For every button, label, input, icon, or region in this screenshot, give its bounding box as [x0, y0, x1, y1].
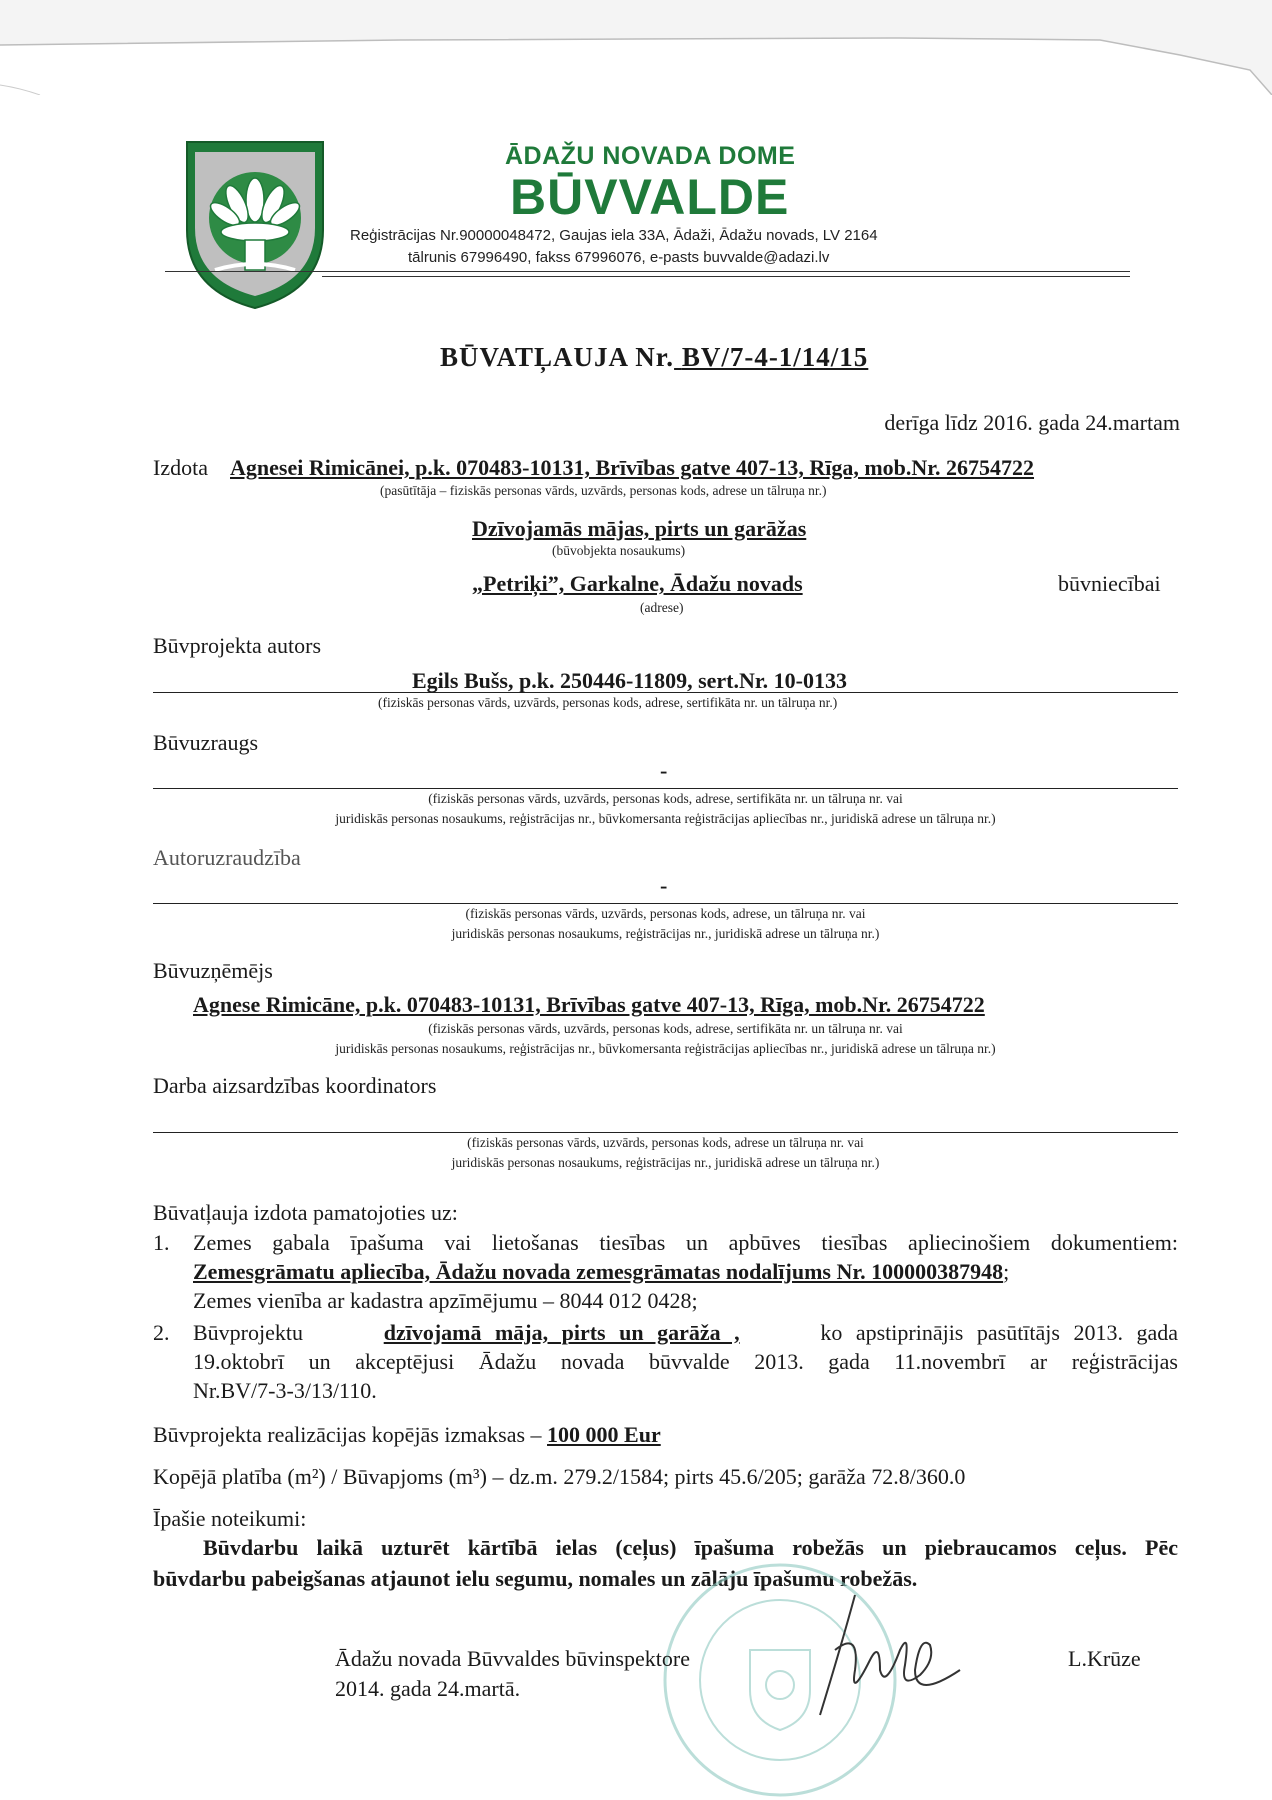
special-label: Īpašie noteikumi: — [153, 1506, 307, 1531]
safety-label: Darba aizsardzības koordinators — [153, 1073, 437, 1098]
basis-item2-num: 2. — [153, 1320, 170, 1345]
permit-number: BV/7-4-1/14/15 — [681, 342, 869, 372]
signature-scribble — [800, 1590, 985, 1720]
dept-name: BŪVVALDE — [510, 169, 790, 225]
scan-edge — [0, 0, 1272, 95]
contractor-note-1: (fiziskās personas vārds, uzvārds, personas kods, adrese, sertifikāta nr. un tālruņa nr. vai — [428, 1021, 903, 1036]
basis-item2-bold: dzīvojamā māja, pirts un garāža , — [383, 1320, 740, 1345]
contractor-value: Agnese Rimicāne, p.k. 070483-10131, Brīvības gatve 407-13, Rīga, mob.Nr. 26754722 — [193, 992, 985, 1017]
object-note: (būvobjekta nosaukums) — [552, 543, 686, 558]
header-rule-2 — [322, 276, 1130, 277]
basis-item1-bold: Zemesgrāmatu apliecība, Ādažu novada zemesgrāmatas nodalījums Nr. 100000387948 — [193, 1259, 1004, 1284]
basis-item1-num: 1. — [153, 1230, 170, 1255]
special-line-1: Būvdarbu laikā uzturēt kārtībā ielas (ceļus) īpašuma robežās un piebraucamos ceļus. Pēc — [203, 1535, 1178, 1560]
issued-value: Agnesei Rimicānei, p.k. 070483-10131, Brīvības gatve 407-13, Rīga, mob.Nr. 26754722 — [230, 455, 1035, 480]
signature-date: 2014. gada 24.martā. — [335, 1676, 521, 1701]
signature-position: Ādažu novada Būvvaldes būvinspektore — [335, 1646, 690, 1671]
basis-item2-line3: Nr.BV/7-3-3/13/110. — [193, 1378, 377, 1403]
supervisor-label: Būvuzraugs — [153, 730, 259, 755]
header-rule — [165, 271, 1130, 272]
object-value: Dzīvojamās mājas, pirts un garāžas — [472, 516, 807, 541]
author-label: Būvprojekta autors — [153, 633, 322, 658]
basis-item2-pre: Būvprojektu — [193, 1320, 303, 1345]
basis-intro: Būvatļauja izdota pamatojoties uz: — [153, 1200, 458, 1225]
address-value: „Petriķi”, Garkalne, Ādažu novads — [472, 571, 803, 596]
supervisor-value: - — [660, 758, 668, 783]
safety-note-1: (fiziskās personas vārds, uzvārds, personas kods, adrese un tālruņa nr. vai — [467, 1135, 864, 1150]
special-line-2: būvdarbu pabeigšanas atjaunot ielu segumu, nomales un zālāju īpašumu robežās. — [153, 1566, 918, 1591]
costs-label: Būvprojekta realizācijas kopējās izmaksas – — [153, 1422, 542, 1447]
issued-label: Izdota — [153, 455, 208, 480]
issued-note: (pasūtītāja – fiziskās personas vārds, uzvārds, personas kods, adrese un tālruņa nr.) — [380, 483, 827, 498]
basis-item1-text: Zemes gabala īpašuma vai lietošanas tiesības un apbūves tiesības apliecinošiem dokumentiem: — [193, 1230, 1178, 1255]
contractor-note-2: juridiskās personas nosaukums, reģistrācijas nr., būvkomersanta reģistrācijas apliecības nr., juridiskā adrese un tālruņa nr.) — [335, 1041, 996, 1056]
permit-title — [440, 342, 868, 373]
author-supervision-label: Autoruzraudzība — [153, 845, 301, 870]
supervisor-note-2: juridiskās personas nosaukums, reģistrācijas nr., būvkomersanta reģistrācijas apliecības nr., juridiskā adrese un tālruņa nr.) — [335, 811, 996, 826]
supervisor-note-1: (fiziskās personas vārds, uzvārds, personas kods, adrese, sertifikāta nr. un tālruņa nr. vai — [428, 791, 903, 806]
contact-line: tālrunis 67996490, fakss 67996076, e-pasts buvvalde@adazi.lv — [408, 249, 830, 266]
basis-item1-line3: Zemes vienība ar kadastra apzīmējumu – 8044 012 0428; — [193, 1288, 698, 1313]
safety-note-2: juridiskās personas nosaukums, reģistrācijas nr., juridiskā adrese un tālruņa nr.) — [451, 1155, 880, 1170]
signature-name: L.Krūze — [1068, 1646, 1141, 1671]
basis-item2-line1 — [193, 1320, 1178, 1346]
reg-line: Reģistrācijas Nr.90000048472, Gaujas iela 33A, Ādaži, Ādažu novads, LV 2164 — [350, 227, 878, 244]
purpose-text: būvniecībai — [1058, 571, 1161, 596]
author-note: (fiziskās personas vārds, uzvārds, personas kods, adrese, sertifikāta nr. un tālruņa nr.) — [378, 695, 838, 710]
address-note: (adrese) — [640, 600, 684, 615]
contractor-label: Būvuzņēmējs — [153, 958, 273, 983]
supervisor-line — [153, 788, 1178, 789]
author-value: Egils Bušs, p.k. 250446-11809, sert.Nr. 10-0133 — [412, 668, 847, 693]
valid-until: derīga līdz 2016. gada 24.martam — [884, 410, 1180, 435]
basis-item1-doc — [193, 1259, 1009, 1285]
author-supervision-line — [153, 903, 1178, 904]
safety-line — [153, 1132, 1178, 1133]
coat-of-arms-logo — [185, 140, 325, 310]
author-supervision-note-2: juridiskās personas nosaukums, reģistrācijas nr., juridiskā adrese un tālruņa nr.) — [451, 926, 880, 941]
basis-item2-line2: 19.oktobrī un akceptējusi Ādažu novada būvvalde 2013. gada 11.novembrī ar reģistrācijas — [193, 1349, 1178, 1374]
author-supervision-note-1: (fiziskās personas vārds, uzvārds, personas kods, adrese, un tālruņa nr. vai — [465, 906, 866, 921]
author-supervision-value: - — [660, 873, 668, 898]
permit-title-label: BŪVATĻAUJA Nr. — [440, 342, 675, 372]
costs-value: 100 000 Eur — [547, 1422, 661, 1447]
basis-item1-semicolon: ; — [1003, 1259, 1010, 1284]
area-text: Kopējā platība (m²) / Būvapjoms (m³) – dz.m. 279.2/1584; pirts 45.6/205; garāža 72.8/360.0 — [153, 1464, 966, 1489]
org-name: ĀDAŽU NOVADA DOME — [505, 142, 796, 170]
basis-item2-post: ko apstiprinājis pasūtītājs 2013. gada — [820, 1320, 1178, 1345]
costs-row — [153, 1422, 661, 1448]
